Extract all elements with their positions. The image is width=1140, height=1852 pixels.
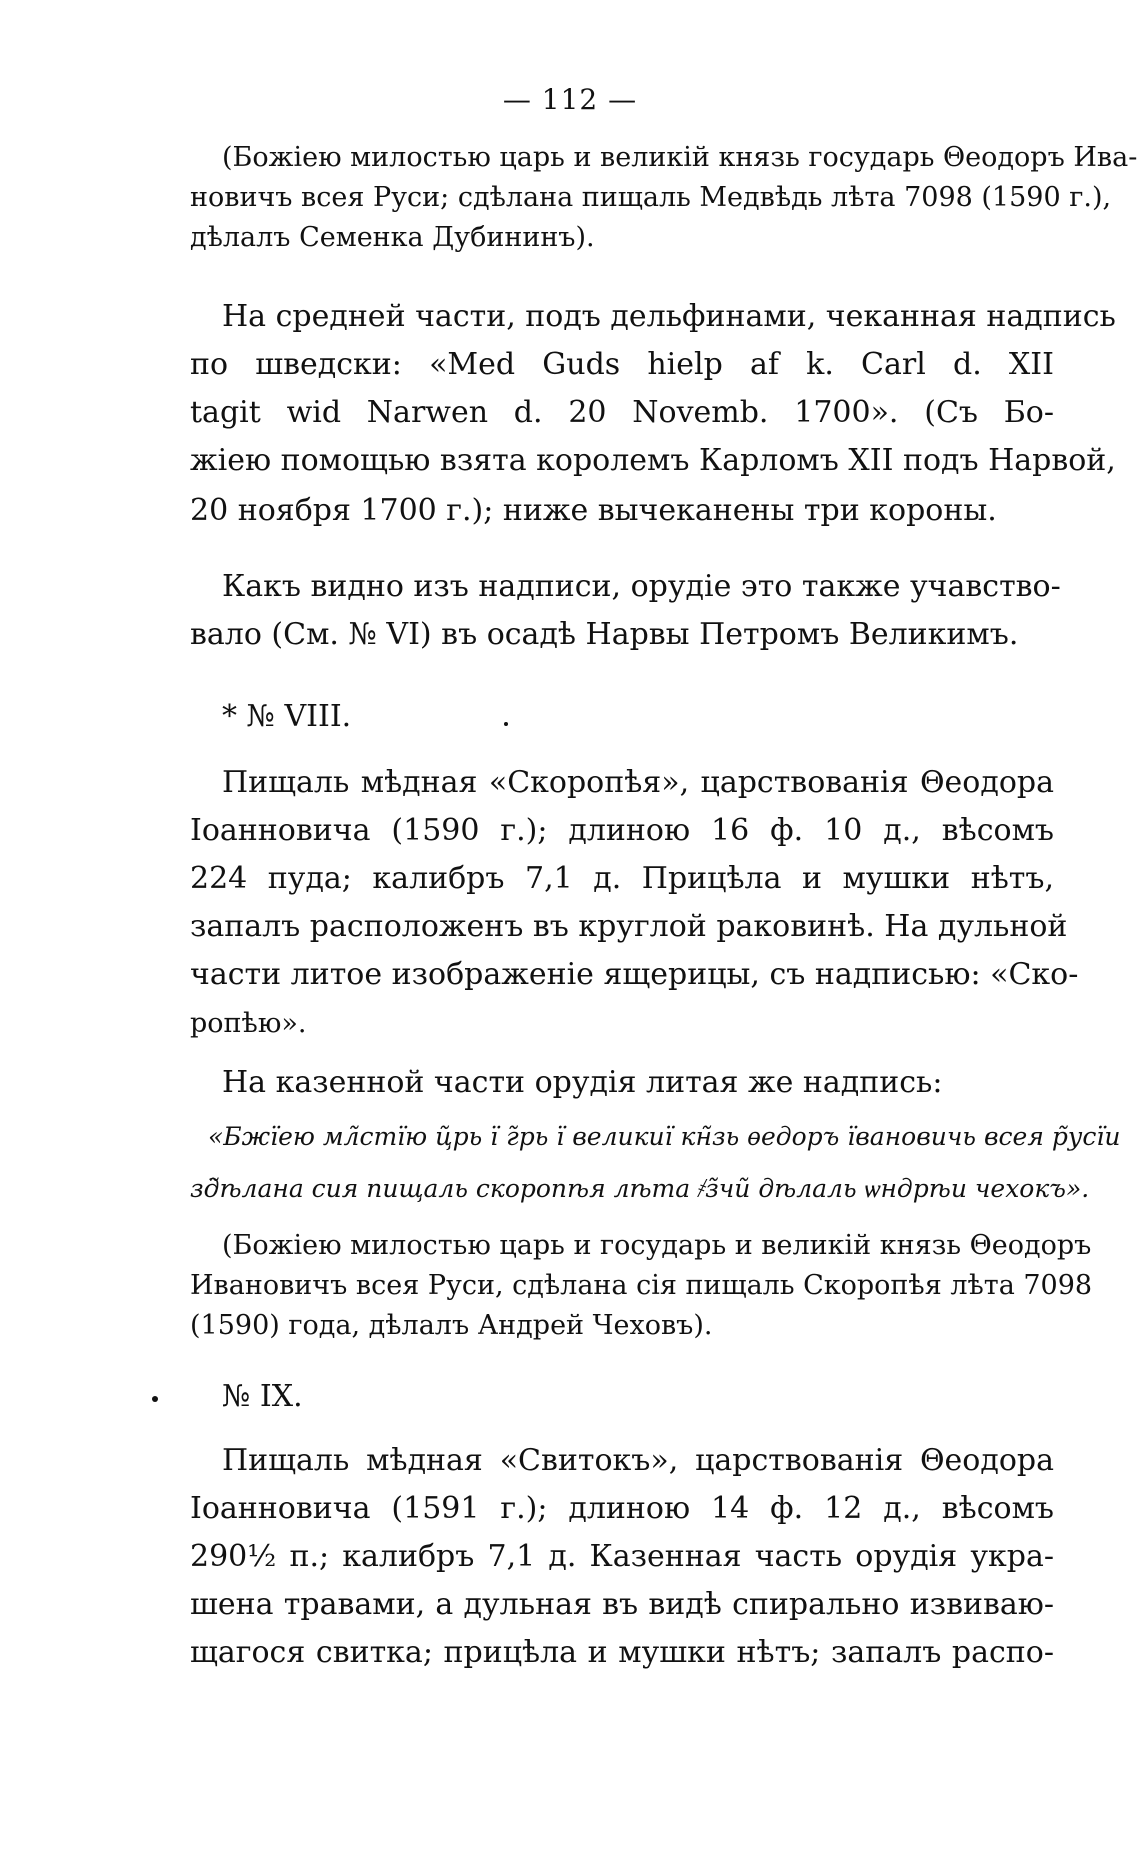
church-slavonic-inscription: «Бжїею мл̃стїю ц̃рь ї г̃рь ї великиї кн̃зь ѳедоръ ївановичь всея р̃усїи [208, 1122, 1121, 1151]
text-line: (Божіею милостью царь и государь и великій князь Θеодоръ [222, 1230, 1092, 1261]
text-line: по шведски: «Med Guds hielp af k. Carl d. XII [190, 347, 1054, 382]
text-line: 20 ноября 1700 г.); ниже вычеканены три короны. [190, 493, 997, 528]
text-line: дѣлалъ Семенка Дубининъ). [190, 222, 595, 253]
text-line: новичъ всея Руси; сдѣлана пищаль Медвѣдь лѣта 7098 (1590 г.), [190, 182, 1112, 213]
text-line: 290½ п.; калибръ 7,1 д. Казенная часть орудія укра- [190, 1539, 1054, 1574]
section-heading-ix: № IX. [222, 1379, 303, 1414]
text-line: 224 пуда; калибръ 7,1 д. Прицѣла и мушки нѣтъ, [190, 861, 1054, 896]
text-line: щагося свитка; прицѣла и мушки нѣтъ; запалъ распо- [190, 1635, 1054, 1670]
text-line: жіею помощью взята королемъ Карломъ XII подъ Нарвой, [190, 443, 1116, 478]
text-line: На средней части, подъ дельфинами, чеканная надпись [222, 299, 1116, 334]
text-line: (Божіею милостью царь и великій князь государь Θеодоръ Ива- [222, 142, 1138, 173]
text-line: Пищаль мѣдная «Свитокъ», царствованія Θеодора [222, 1443, 1054, 1478]
stray-dot [504, 722, 508, 726]
text-line: (1590) года, дѣлалъ Андрей Чеховъ). [190, 1310, 713, 1341]
text-line: На казенной части орудія литая же надпись: [222, 1065, 943, 1100]
margin-dot [152, 1396, 158, 1402]
text-line: Ивановичъ всея Руси, сдѣлана сія пищаль Скоропѣя лѣта 7098 [190, 1270, 1093, 1301]
text-line: ропѣю». [190, 1008, 307, 1039]
church-slavonic-inscription: зд̃ѣлана сия пищаль скоропѣя лѣта ҂з̃чи̃ дѣлаль ѡндрѣи чехокъ». [190, 1174, 1090, 1203]
text-line: части литое изображеніе ящерицы, съ надписью: «Ско- [190, 957, 1079, 992]
text-line: tagit wid Narwen d. 20 Novemb. 1700». (Съ Бо- [190, 395, 1054, 430]
text-line: вало (См. № VI) въ осадѣ Нарвы Петромъ Великимъ. [190, 617, 1019, 652]
text-line: Іоанновича (1590 г.); длиною 16 ф. 10 д., вѣсомъ [190, 813, 1054, 848]
text-line: шена травами, а дульная въ видѣ спирально извиваю- [190, 1587, 1054, 1622]
text-line: Іоанновича (1591 г.); длиною 14 ф. 12 д., вѣсомъ [190, 1491, 1054, 1526]
text-line: запалъ расположенъ въ круглой раковинѣ. На дульной [190, 909, 1068, 944]
page-number: — 112 — [502, 83, 638, 116]
text-line: Пищаль мѣдная «Скоропѣя», царствованія Θеодора [222, 765, 1054, 800]
section-heading-viii: * № VIII. [222, 699, 352, 734]
text-line: Какъ видно изъ надписи, орудіе это также учавство- [222, 569, 1061, 604]
